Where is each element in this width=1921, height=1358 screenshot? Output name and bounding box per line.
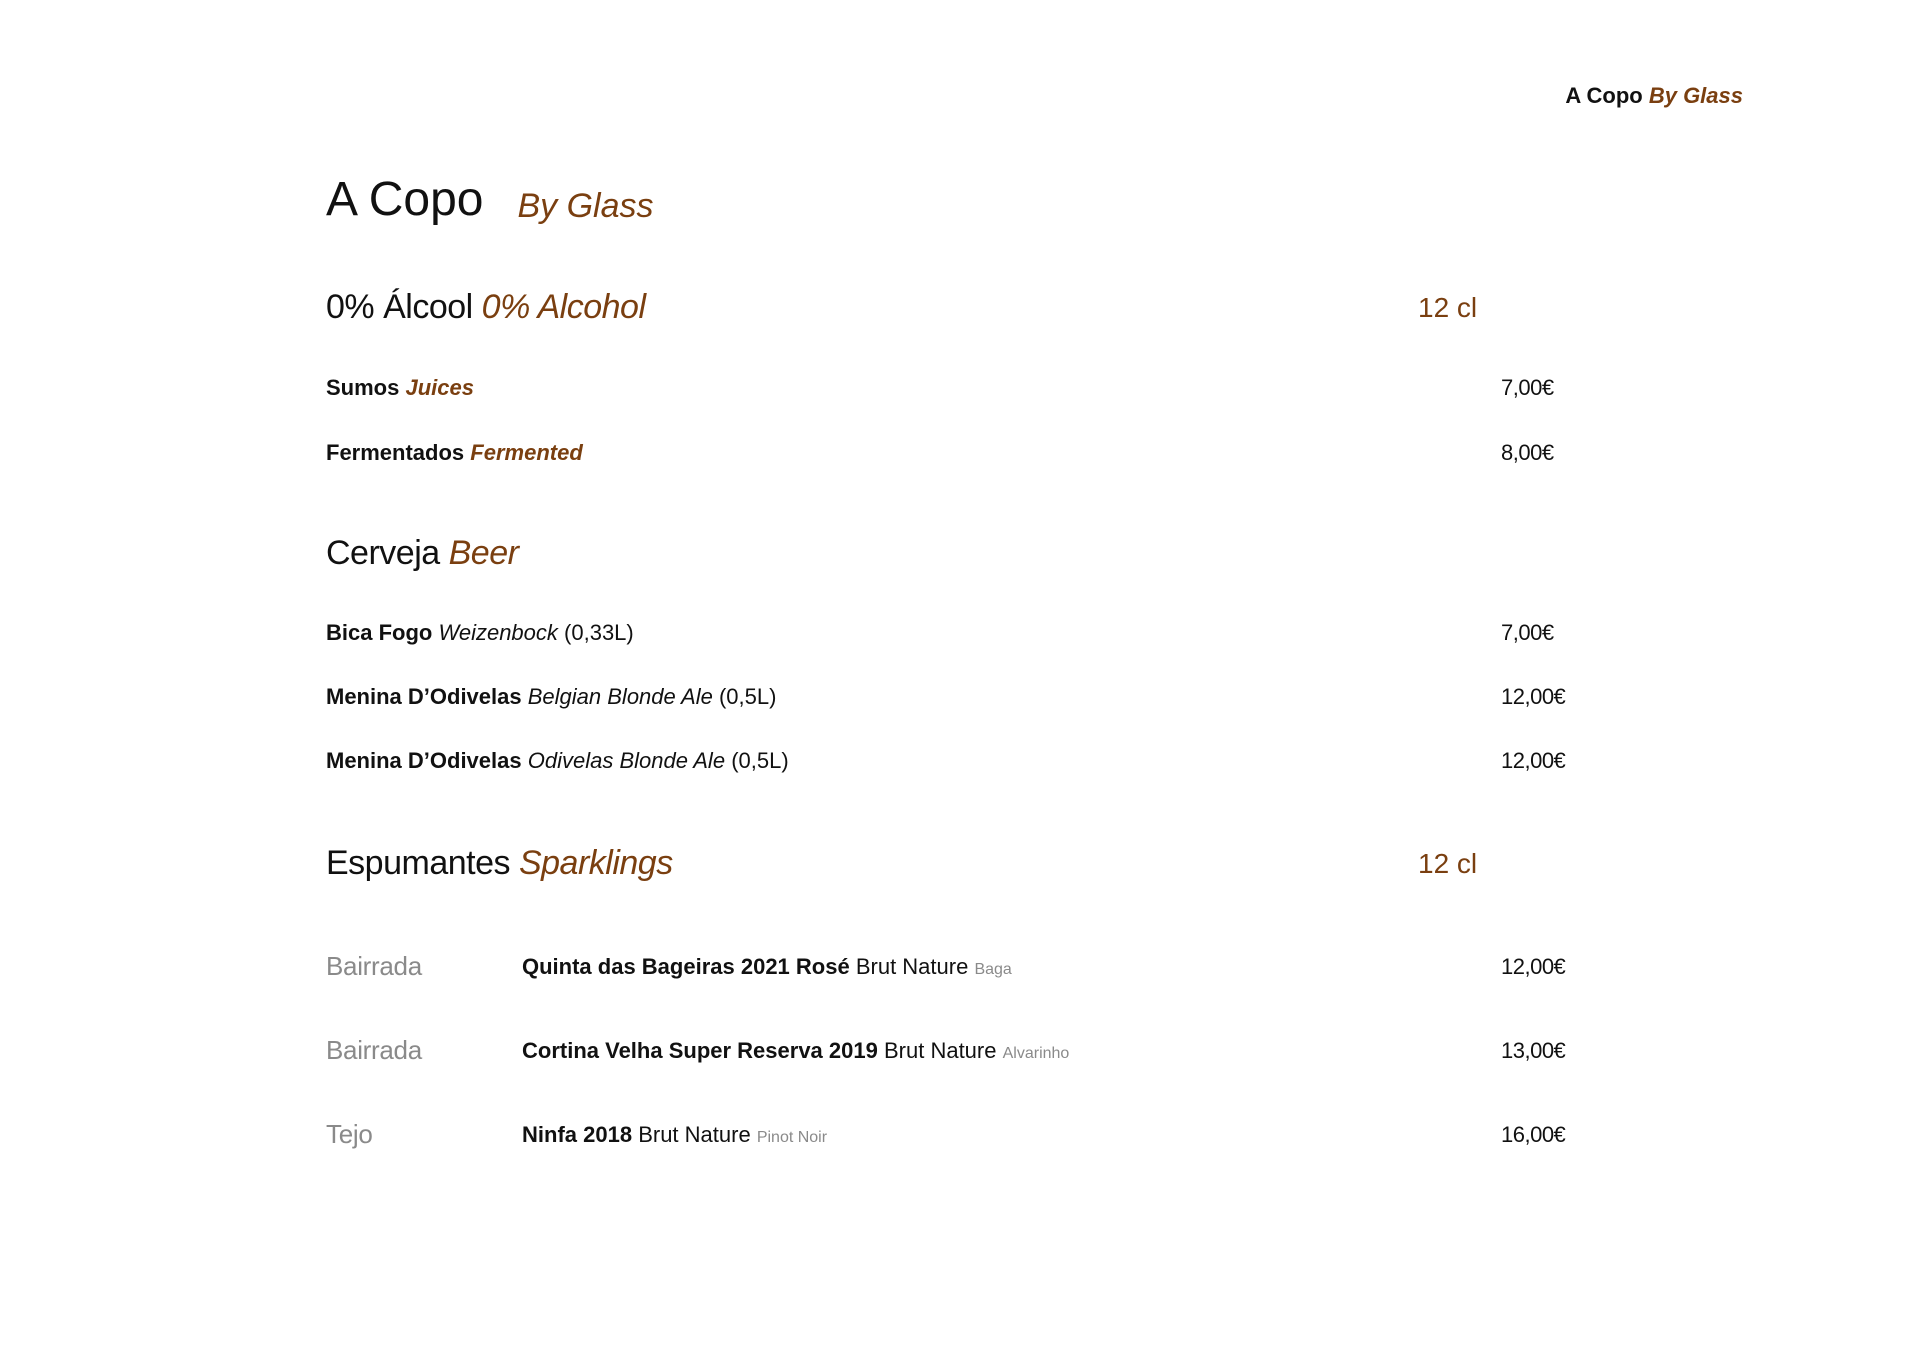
- section-title-en: Sparklings: [518, 844, 673, 882]
- wine-type: Brut Nature: [883, 1038, 997, 1063]
- item-price: 12,00€: [1501, 748, 1566, 773]
- item-brand: Menina D’Odivelas: [326, 684, 522, 709]
- section-title-en: 0% Alcohol: [481, 288, 646, 326]
- item-price: 12,00€: [1501, 954, 1566, 979]
- item-size: (0,5L): [731, 748, 789, 773]
- item-style: Belgian Blonde Ale: [527, 684, 713, 709]
- running-header-en: By Glass: [1648, 83, 1743, 108]
- item-price: 7,00€: [1501, 620, 1554, 645]
- wine-region: Bairrada: [326, 1035, 422, 1065]
- item-name-en: Juices: [405, 375, 474, 400]
- wine-grape: Pinot Noir: [756, 1129, 828, 1146]
- section-title-beer: [326, 534, 518, 573]
- wine-item: [522, 1122, 827, 1148]
- wine-grape: Alvarinho: [1002, 1045, 1070, 1062]
- wine-grape: Baga: [974, 961, 1012, 978]
- wine-name: Ninfa 2018: [522, 1122, 633, 1147]
- item-price: 7,00€: [1501, 375, 1554, 400]
- item-price: 8,00€: [1501, 440, 1554, 465]
- item-size: (0,5L): [718, 684, 777, 709]
- wine-type: Brut Nature: [638, 1122, 751, 1147]
- item-size: (0,33L): [564, 620, 634, 645]
- wine-item: [522, 954, 1012, 980]
- item-name-pt: Fermentados: [326, 440, 465, 465]
- wine-name: Quinta das Bageiras 2021 Rosé: [522, 954, 850, 979]
- item-price: 16,00€: [1501, 1122, 1566, 1147]
- item-style: Weizenbock: [438, 620, 558, 645]
- menu-item: [326, 748, 789, 774]
- item-name-pt: Sumos: [326, 375, 400, 400]
- section-title-pt: Espumantes: [326, 844, 510, 882]
- section-title-en: Beer: [448, 534, 519, 572]
- wine-item: [522, 1038, 1069, 1064]
- section-title-sparkling: [326, 844, 673, 883]
- section-title-pt: Cerveja: [326, 534, 440, 572]
- wine-region: Tejo: [326, 1119, 373, 1149]
- page-title: [326, 172, 654, 227]
- menu-item: [326, 375, 474, 401]
- wine-type: Brut Nature: [855, 954, 969, 979]
- section-title-alcohol-free: [326, 288, 646, 327]
- menu-item: [326, 684, 776, 710]
- item-brand: Bica Fogo: [326, 620, 433, 645]
- menu-item: [326, 440, 583, 466]
- page-title-pt: A Copo: [326, 173, 484, 226]
- volume-label: 12 cl: [1418, 848, 1478, 879]
- section-title-pt: 0% Álcool: [326, 288, 473, 326]
- menu-item: [326, 620, 634, 646]
- item-style: Odivelas Blonde Ale: [527, 748, 726, 773]
- item-brand: Menina D’Odivelas: [326, 748, 522, 773]
- page-title-en: By Glass: [517, 187, 654, 225]
- wine-region: Bairrada: [326, 951, 422, 981]
- item-name-en: Fermented: [470, 440, 583, 465]
- item-price: 12,00€: [1501, 684, 1566, 709]
- volume-label: 12 cl: [1418, 292, 1478, 323]
- item-price: 13,00€: [1501, 1038, 1566, 1063]
- running-header-pt: A Copo: [1565, 83, 1643, 108]
- running-header: [1565, 83, 1743, 109]
- wine-name: Cortina Velha Super Reserva 2019: [522, 1038, 878, 1063]
